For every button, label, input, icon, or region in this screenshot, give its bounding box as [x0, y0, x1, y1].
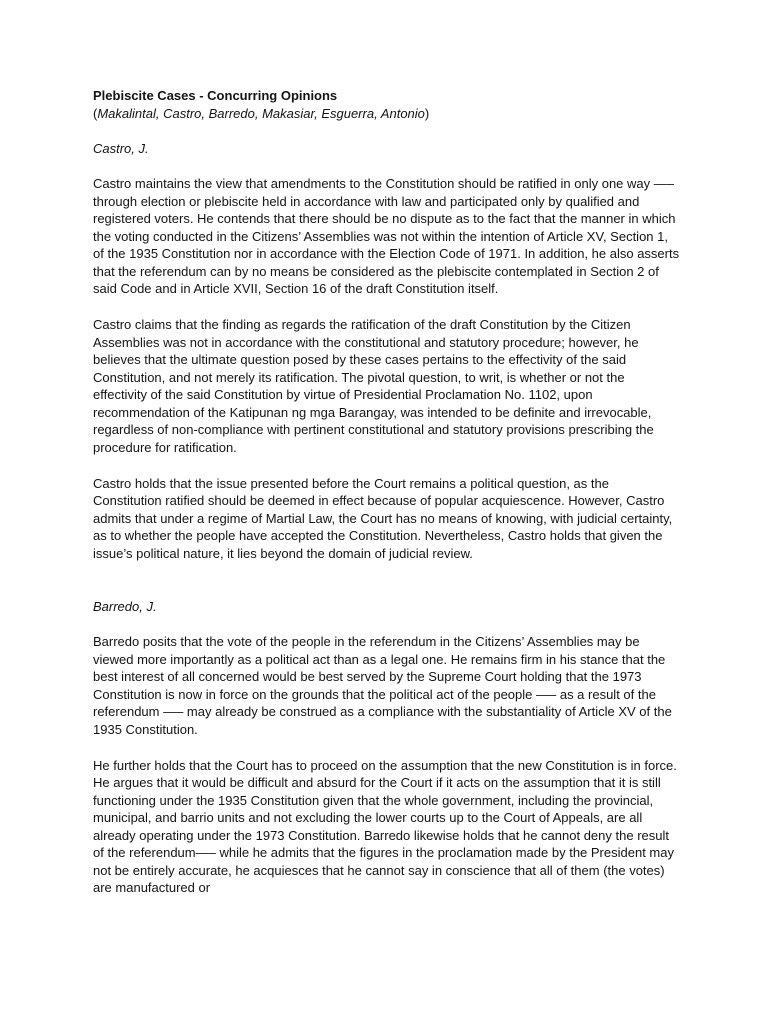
document-title: Plebiscite Cases - Concurring Opinions [93, 88, 338, 103]
paragraph: Castro maintains the view that amendments to the Constitution should be ratified in only one way —– through election or plebiscite held in accordance with law and participated only by qualified and registered voters. He contends that there should be no dispute as to the fact that the manner in which the voting conducted in the Citizens’ Assemblies was not within the intention of Article XV, Section 1, of the 1935 Constitution nor in accordance with the Election Code of 1971. In addition, he also asserts that the referendum can by no means be considered as the plebiscite contemplated in Section 2 of said Code and in Article XVII, Section 16 of the draft Constitution itself. [93, 176, 680, 296]
paragraph: Castro claims that the finding as regards the ratification of the draft Constitution by the Citizen Assemblies was not in accordance with the constitutional and statutory procedure; however, he believes that the ultimate question posed by these cases pertains to the effectivity of the said Constitution, and not merely its ratification. The pivotal question, to writ, is whether or not the effectivity of the said Constitution by virtue of Presidential Proclamation No. 1102, upon recommendation of the Katipunan ng mga Barangay, was intended to be definite and irrevocable, regardless of non-compliance with pertinent constitutional and statutory provisions prescribing the procedure for ratification. [93, 317, 654, 455]
paragraph: Barredo posits that the vote of the people in the referendum in the Citizens’ Assemblies may be viewed more importantly as a political act than as a legal one. He remains firm in his stance that the best interest of all concerned would be best served by the Supreme Court holding that the 1973 Constitution is now in force on the grounds that the political act of the people —– as a result of the referendum —– may already be construed as a compliance with the substantiality of Article XV of the 1935 Constitution. [93, 634, 672, 737]
document-page [93, 87, 681, 915]
justice-heading: Castro, J. [93, 141, 149, 156]
subtitle-close-paren: ) [424, 105, 430, 121]
paragraph: He further holds that the Court has to proceed on the assumption that the new Constitution is in force. He argues that it would be difficult and absurd for the Court if it acts on the assumption that it is still functioning under the 1935 Constitution given that the whole government, including the provincial, municipal, and barrio units and not excluding the lower courts up to the Court of Appeals, are all already operating under the 1973 Constitution. Barredo likewise holds that he cannot deny the result of the referendum—– while he admits that the figures in the proclamation made by the President may not be entirely accurate, he acquiesces that he cannot say in conscience that all of them (the votes) are manufactured or [93, 757, 677, 895]
subtitle-justice-names: Makalintal, Castro, Barredo, Makasiar, Esguerra, Antonio [97, 105, 425, 121]
justice-heading: Barredo, J. [93, 599, 157, 614]
document-subtitle [93, 105, 681, 123]
opinion-section-barredo [93, 598, 681, 897]
paragraph: Castro holds that the issue presented before the Court remains a political question, as the Constitution ratified should be deemed in effect because of popular acquiescence. However, Castro admits that under a regime of Martial Law, the Court has no means of knowing, with judicial certainty, as to whether the people have accepted the Constitution. Nevertheless, Castro holds that given the issue’s political nature, it lies beyond the domain of judicial review. [93, 475, 673, 561]
opinion-section-castro [93, 140, 681, 562]
subtitle-open-paren: ( [93, 105, 98, 121]
